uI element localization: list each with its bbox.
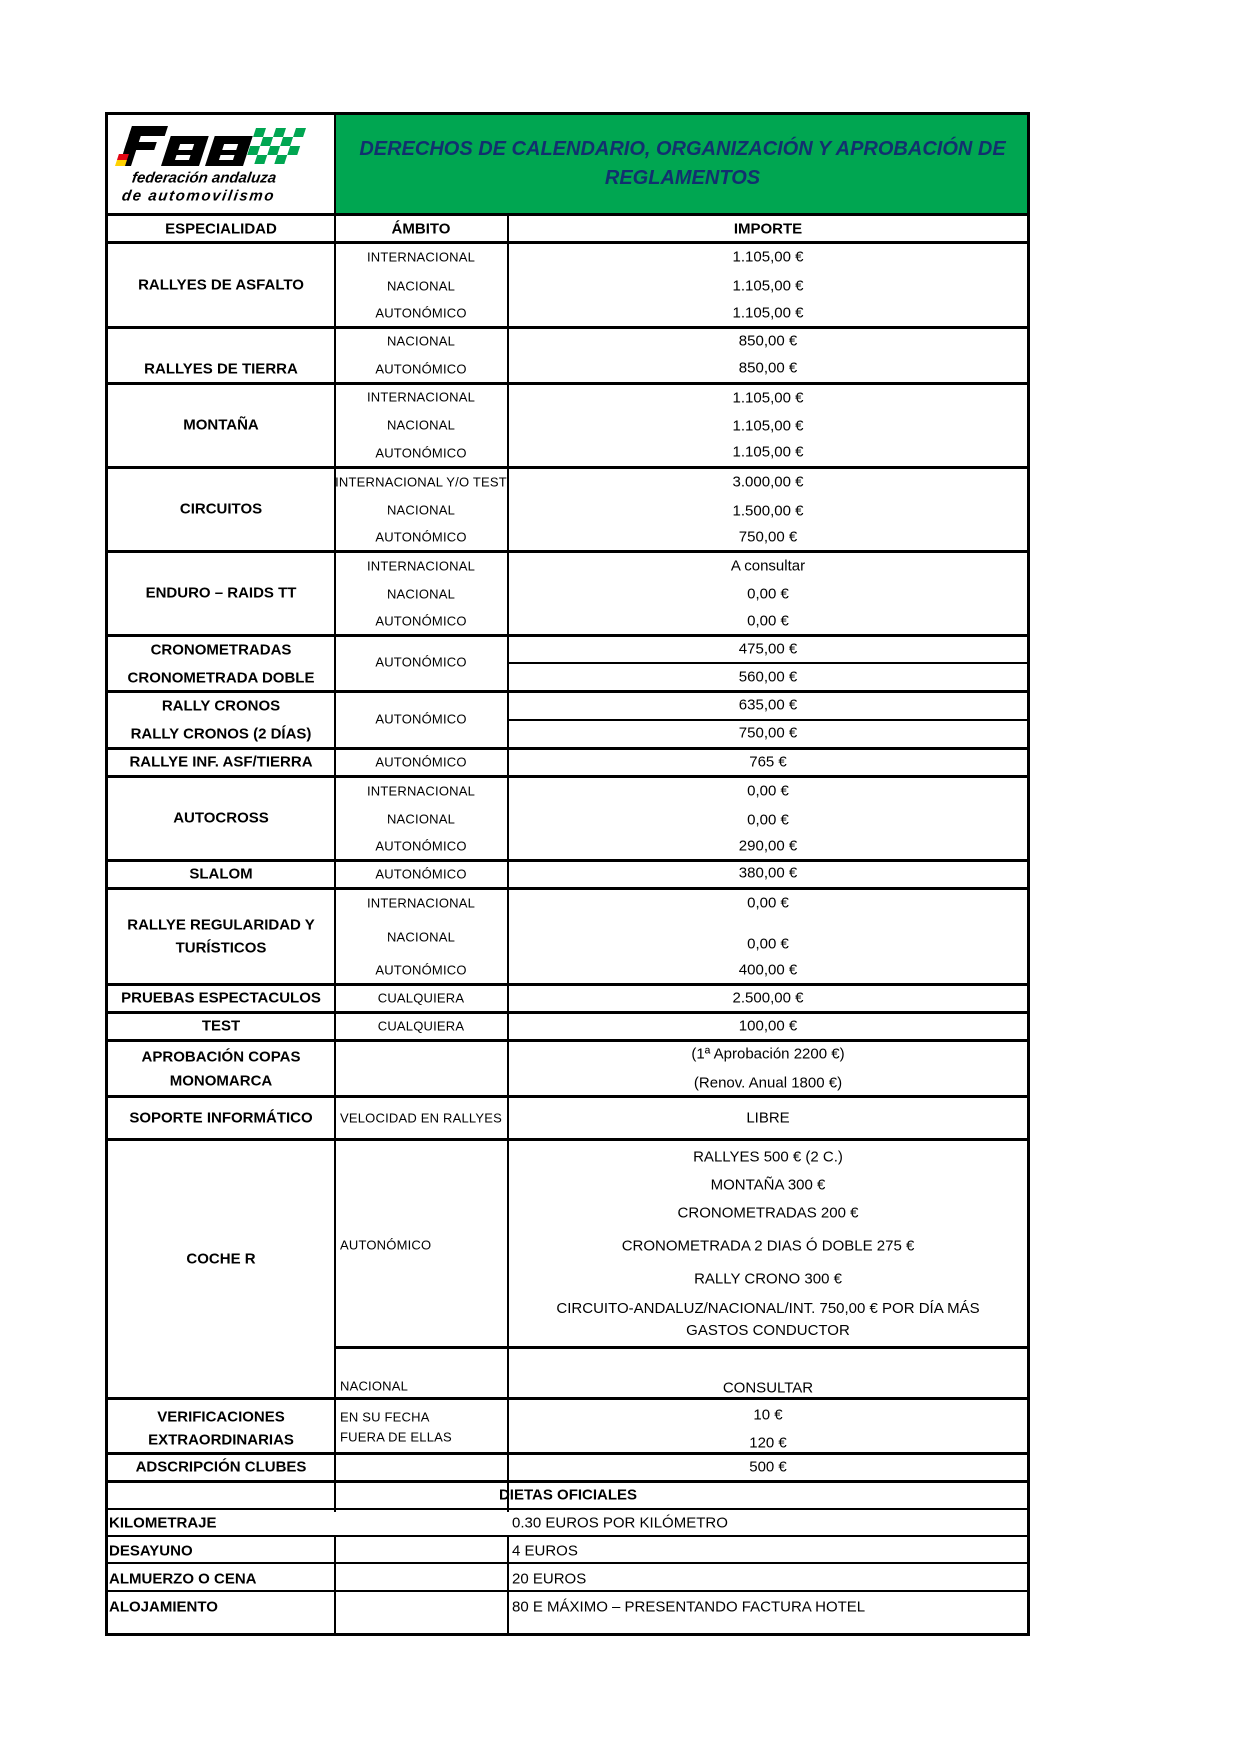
row-importe: 475,00 €: [738, 640, 798, 658]
row-importe: 1.500,00 €: [732, 502, 804, 520]
dieta-concepto: ALOJAMIENTO: [109, 1598, 218, 1616]
dieta-concepto: DESAYUNO: [109, 1542, 193, 1560]
row-importe: 400,00 €: [738, 961, 798, 979]
row-importe: 635,00 €: [738, 696, 798, 714]
row-importe: CONSULTAR: [722, 1379, 814, 1397]
row-importe: 0,00 €: [747, 811, 789, 829]
dieta-valor: 0.30 EUROS POR KILÓMETRO: [512, 1514, 728, 1532]
row-ambito: INTERNACIONAL: [366, 389, 476, 405]
row-importe: 380,00 €: [738, 864, 798, 882]
row-importe: RALLY CRONO 300 €: [694, 1270, 842, 1288]
row-importe: 1.105,00 €: [732, 304, 804, 322]
row-ambito: AUTONÓMICO: [375, 361, 467, 377]
row-importe: CRONOMETRADA 2 DIAS Ó DOBLE 275 €: [621, 1237, 915, 1255]
row-ambito: INTERNACIONAL: [366, 249, 476, 265]
row-ambito: AUTONÓMICO: [375, 445, 467, 461]
row-especialidad: ADSCRIPCIÓN CLUBES: [135, 1458, 307, 1476]
row-especialidad: ENDURO – RAIDS TT: [145, 584, 297, 602]
row-ambito: FUERA DE ELLAS: [340, 1429, 452, 1445]
row-especialidad: CRONOMETRADAS: [150, 641, 292, 659]
row-importe: 0,00 €: [747, 935, 789, 953]
row-ambito: AUTONÓMICO: [375, 613, 467, 629]
header-importe: IMPORTE: [733, 220, 803, 238]
row-importe: 0,00 €: [747, 612, 789, 630]
row-importe: 2.500,00 €: [732, 989, 804, 1007]
dieta-concepto: KILOMETRAJE: [109, 1514, 217, 1532]
row-especialidad: MONTAÑA: [183, 416, 259, 434]
row-importe: CRONOMETRADAS 200 €: [677, 1204, 859, 1222]
row-ambito: INTERNACIONAL: [366, 558, 476, 574]
row-especialidad: RALLYE INF. ASF/TIERRA: [129, 753, 313, 771]
row-especialidad: MONOMARCA: [169, 1072, 273, 1090]
page-title: DERECHOS DE CALENDARIO, ORGANIZACIÓN Y APROBACIÓN DE REGLAMENTOS: [359, 137, 1006, 189]
dieta-valor: 80 E MÁXIMO – PRESENTANDO FACTURA HOTEL: [512, 1598, 866, 1616]
row-importe: 850,00 €: [738, 332, 798, 350]
row-ambito: NACIONAL: [386, 586, 456, 602]
row-importe: 290,00 €: [738, 837, 798, 855]
row-ambito: NACIONAL: [386, 333, 456, 349]
row-ambito: AUTONÓMICO: [375, 654, 467, 670]
logo-line2: de automovilismo: [120, 187, 277, 205]
row-ambito: NACIONAL: [386, 502, 456, 518]
row-especialidad: SLALOM: [189, 865, 253, 883]
row-importe: 560,00 €: [738, 668, 798, 686]
row-ambito: INTERNACIONAL Y/O TEST: [335, 474, 507, 490]
row-importe: 1.105,00 €: [732, 443, 804, 461]
header-especialidad: ESPECIALIDAD: [165, 220, 277, 238]
row-importe: 100,00 €: [738, 1017, 798, 1035]
row-importe: 765 €: [749, 753, 787, 771]
logo-line1: federación andaluza: [130, 169, 278, 187]
row-ambito: AUTONÓMICO: [375, 305, 467, 321]
row-importe: 1.105,00 €: [732, 248, 804, 266]
row-importe: 10 €: [753, 1406, 783, 1424]
row-importe: 120 €: [749, 1434, 787, 1452]
row-importe: 0,00 €: [747, 782, 789, 800]
row-especialidad: RALLYES DE ASFALTO: [138, 276, 304, 294]
row-especialidad: RALLYES DE TIERRA: [144, 360, 298, 378]
row-especialidad: EXTRAORDINARIAS: [148, 1431, 294, 1449]
row-importe: 0,00 €: [747, 585, 789, 603]
row-ambito: AUTONÓMICO: [375, 711, 467, 727]
row-ambito: INTERNACIONAL: [366, 895, 476, 911]
row-importe: 850,00 €: [738, 359, 798, 377]
row-ambito: AUTONÓMICO: [375, 529, 467, 545]
row-ambito: AUTONÓMICO: [375, 962, 467, 978]
row-ambito: INTERNACIONAL: [366, 783, 476, 799]
row-especialidad: TURÍSTICOS: [175, 939, 267, 957]
dieta-concepto: ALMUERZO O CENA: [109, 1570, 257, 1588]
dietas-title: DIETAS OFICIALES: [498, 1486, 638, 1504]
row-importe: 750,00 €: [738, 724, 798, 742]
row-especialidad: VERIFICACIONES: [157, 1408, 285, 1426]
row-importe: 1.105,00 €: [732, 417, 804, 435]
row-importe: A consultar: [730, 557, 806, 575]
row-especialidad: SOPORTE INFORMÁTICO: [129, 1109, 313, 1127]
row-importe: (Renov. Anual 1800 €): [693, 1074, 843, 1092]
row-especialidad: PRUEBAS ESPECTACULOS: [121, 989, 321, 1007]
row-especialidad: TEST: [201, 1017, 241, 1035]
row-ambito: NACIONAL: [340, 1378, 409, 1394]
faa-logo: [108, 118, 336, 208]
row-importe: 0,00 €: [747, 894, 789, 912]
row-importe: RALLYES 500 € (2 C.): [693, 1148, 843, 1166]
row-ambito: AUTONÓMICO: [375, 866, 467, 882]
row-ambito: AUTONÓMICO: [340, 1237, 432, 1253]
row-importe: 750,00 €: [738, 528, 798, 546]
row-especialidad: COCHE R: [186, 1250, 256, 1268]
dieta-valor: 4 EUROS: [512, 1542, 578, 1560]
row-ambito: NACIONAL: [386, 811, 456, 827]
row-importe: MONTAÑA 300 €: [710, 1176, 826, 1194]
header-ambito: ÁMBITO: [391, 220, 451, 238]
row-ambito: CUALQUIERA: [377, 990, 465, 1006]
row-importe: 500 €: [749, 1458, 787, 1476]
row-ambito: AUTONÓMICO: [375, 754, 467, 770]
row-ambito: CUALQUIERA: [377, 1018, 465, 1034]
row-especialidad: RALLYE REGULARIDAD Y: [127, 916, 315, 934]
row-ambito: NACIONAL: [386, 278, 456, 294]
row-ambito: NACIONAL: [386, 417, 456, 433]
dieta-valor: 20 EUROS: [512, 1570, 587, 1588]
row-importe: (1ª Aprobación 2200 €): [691, 1045, 845, 1063]
row-especialidad: CRONOMETRADA DOBLE: [127, 669, 315, 687]
row-importe: 3.000,00 €: [732, 473, 804, 491]
row-importe: 1.105,00 €: [732, 277, 804, 295]
row-ambito: AUTONÓMICO: [375, 838, 467, 854]
row-ambito: EN SU FECHA: [340, 1409, 430, 1425]
row-especialidad: APROBACIÓN COPAS: [141, 1048, 301, 1066]
row-ambito: NACIONAL: [386, 929, 456, 945]
row-importe: 1.105,00 €: [732, 389, 804, 407]
row-ambito: VELOCIDAD EN RALLYES: [340, 1110, 502, 1126]
row-especialidad: CIRCUITOS: [179, 500, 263, 518]
row-importe: CIRCUITO-ANDALUZ/NACIONAL/INT. 750,00 € POR DÍA MÁS GASTOS CONDUCTOR: [556, 1300, 980, 1339]
row-especialidad: RALLY CRONOS: [161, 697, 281, 715]
row-importe: LIBRE: [746, 1109, 790, 1127]
row-especialidad: RALLY CRONOS (2 DÍAS): [130, 725, 312, 743]
row-especialidad: AUTOCROSS: [173, 809, 269, 827]
